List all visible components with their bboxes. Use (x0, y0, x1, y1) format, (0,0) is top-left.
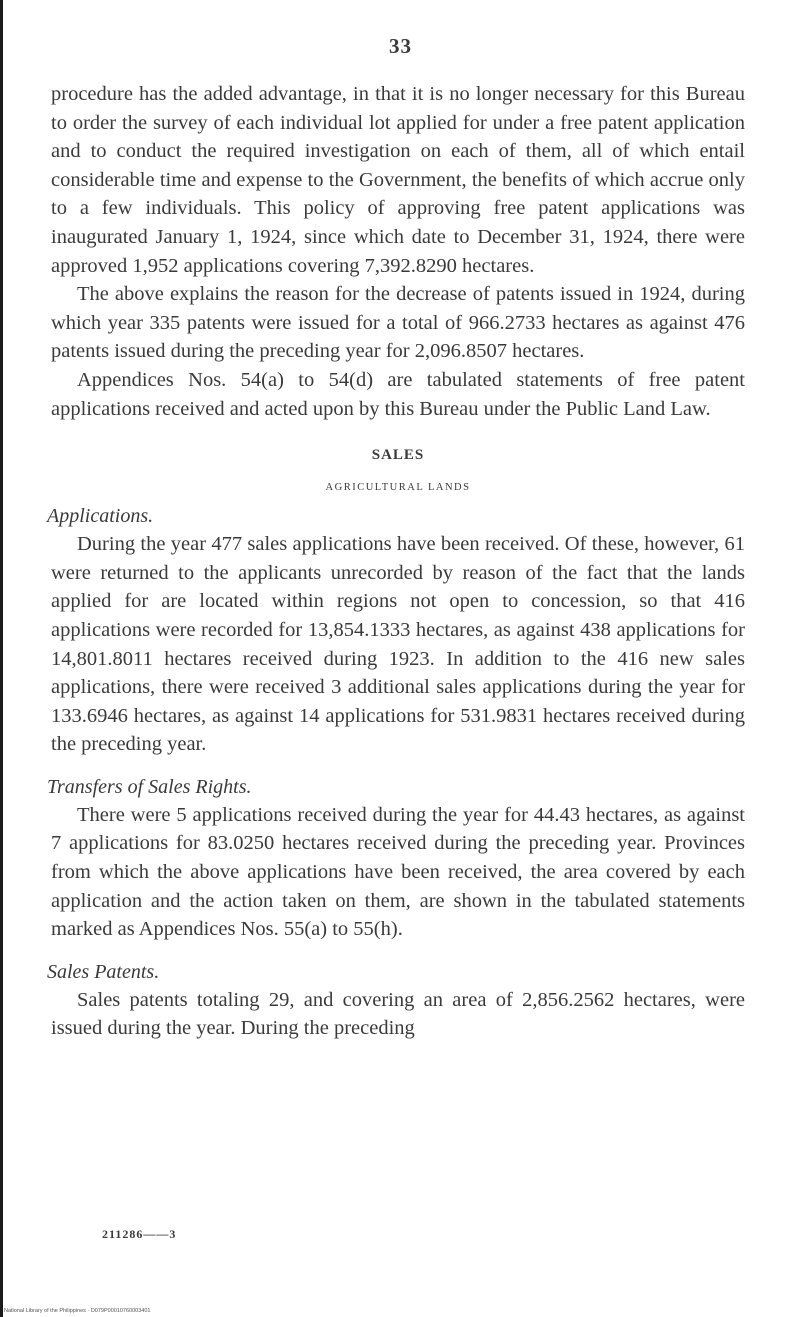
paragraph-sales-patents: Sales patents totaling 29, and covering an area of 2,856.2562 hectares, were issued during the year. During the preceding (51, 988, 745, 1040)
heading-sales-patents: Sales Patents. (47, 960, 160, 983)
heading-transfers-of-sales-rights: Transfers of Sales Rights. (47, 775, 252, 798)
paragraph-appendices-54: Appendices Nos. 54(a) to 54(d) are tabulated statements of free patent applications received and acted upon by this Bureau under the Public Land Law. (51, 368, 745, 420)
paragraph-patent-decrease: The above explains the reason for the decrease of patents issued in 1924, during which year 335 patents were issued for a total of 966.2733 hectares as against 476 patents issued during the preceding year for 2,096.8507 hectares. (51, 283, 745, 363)
page-number: 33 (389, 34, 412, 58)
sub-heading-agricultural-lands: AGRICULTURAL LANDS (325, 482, 471, 494)
footer-credit: National Library of the Philippines · D079P00010760003401 (4, 1308, 151, 1314)
paragraph-transfers: There were 5 applications received during the year for 44.43 hectares, as against 7 applications for 83.0250 hectares received during the preceding year. Provinces from which the above applications have been received, the area covered by each application and the action taken on them, are shown in the tabulated statements marked as Appendices Nos. 55(a) to 55(h). (51, 803, 745, 941)
signature-mark: 211286——3 (102, 1227, 177, 1241)
page-body (47, 80, 745, 1043)
paragraph-applications: During the year 477 sales applications have been received. Of these, however, 61 were returned to the applicants unrecorded by reason of the fact that the lands applied for are located within regions not open to concession, so that 416 applications were recorded for 13,854.1333 hectares, as against 438 applications for 14,801.8011 hectares received during 1923. In addition to the 416 new sales applications, there were received 3 additional sales applications during the year for 133.6946 hectares, as against 14 applications for 531.9831 hectares received during the preceding year. (51, 533, 745, 756)
heading-applications: Applications. (47, 505, 154, 528)
paragraph-free-patent-procedure: procedure has the added advantage, in that it is no longer necessary for this Bureau to order the survey of each individual lot applied for under a free patent application and to conduct the required investigation on each of them, all of which entail considerable time and expense to the Government, the benefits of which accrue only to a few individuals. This policy of approving free patent applications was inaugurated January 1, 1924, since which date to December 31, 1924, there were approved 1,952 applications covering 7,392.8290 hectares. (51, 83, 745, 277)
section-heading-sales: SALES (371, 447, 425, 464)
